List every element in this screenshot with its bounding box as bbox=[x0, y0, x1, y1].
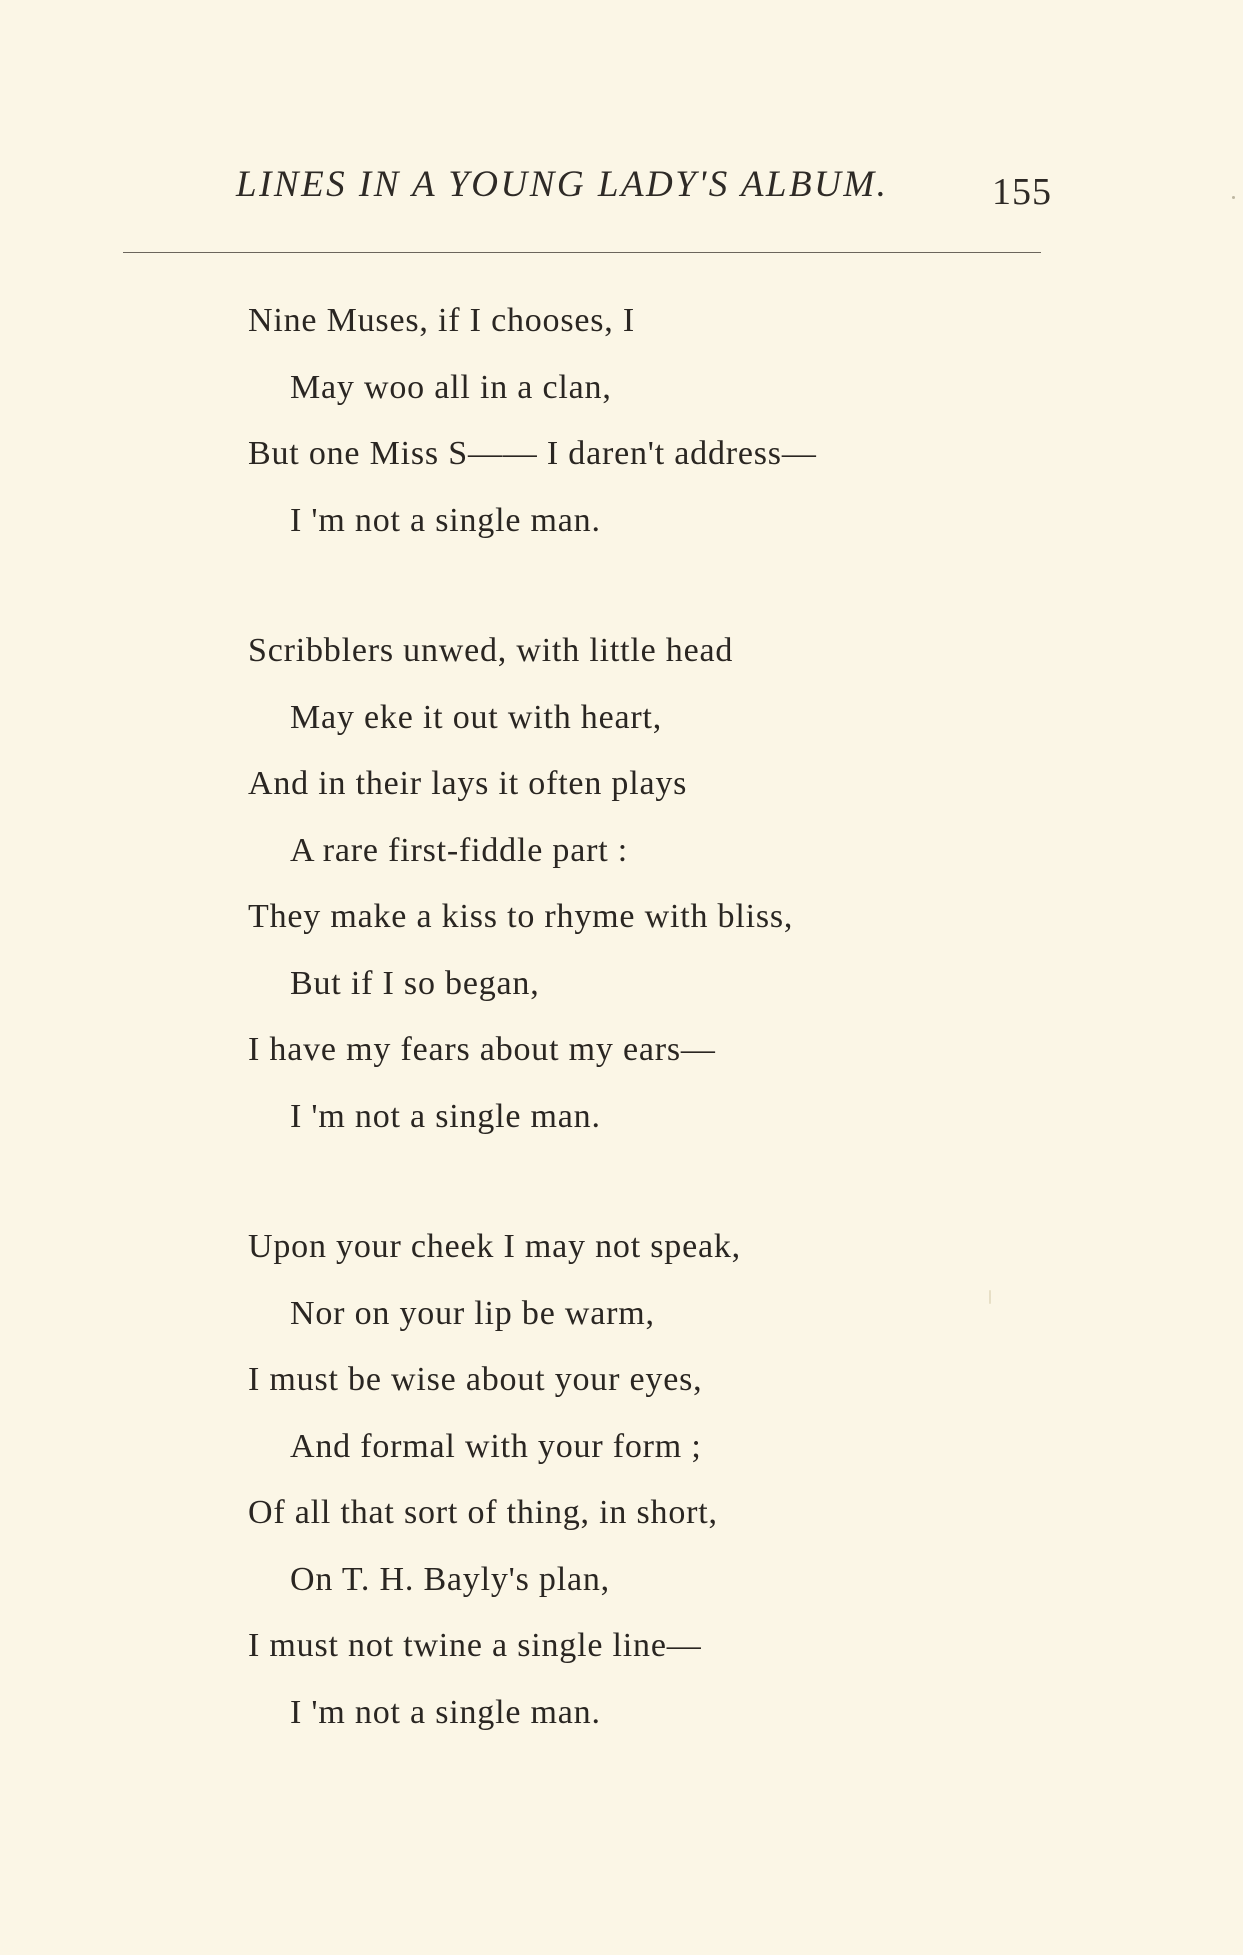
poem-line: I 'm not a single man. bbox=[290, 501, 601, 539]
page-number: 155 bbox=[992, 171, 1052, 213]
poem-line: May eke it out with heart, bbox=[290, 698, 663, 736]
poem-line: On T. H. Bayly's plan, bbox=[290, 1560, 610, 1598]
poem-line: Nine Muses, if I chooses, I bbox=[248, 302, 636, 339]
poem-line: And in their lays it often plays bbox=[248, 765, 688, 802]
poem-line: I must be wise about your eyes, bbox=[248, 1361, 703, 1398]
poem-line: I 'm not a single man. bbox=[290, 1097, 601, 1135]
poem-line: Scribblers unwed, with little head bbox=[248, 632, 734, 669]
paper-speck bbox=[989, 1290, 991, 1304]
poem-line: Nor on your lip be warm, bbox=[290, 1294, 655, 1332]
poem-line: Of all that sort of thing, in short, bbox=[248, 1494, 718, 1531]
poem bbox=[248, 296, 1148, 1754]
stanza-break bbox=[248, 1158, 1148, 1222]
poem-line: They make a kiss to rhyme with bliss, bbox=[248, 898, 794, 935]
poem-line: I must not twine a single line— bbox=[248, 1627, 702, 1664]
stanza-break bbox=[248, 562, 1148, 626]
header-rule bbox=[123, 252, 1041, 253]
paper-speck bbox=[1232, 196, 1235, 199]
poem-line: But one Miss S—— I daren't address— bbox=[248, 435, 817, 472]
stanza-2 bbox=[248, 626, 1148, 1158]
stanza-1 bbox=[248, 296, 1148, 562]
poem-line: May woo all in a clan, bbox=[290, 368, 612, 406]
poem-line: And formal with your form ; bbox=[290, 1427, 702, 1465]
stanza-3 bbox=[248, 1222, 1148, 1754]
running-title: LINES IN A YOUNG LADY'S ALBUM. bbox=[236, 164, 889, 205]
poem-line: I have my fears about my ears— bbox=[248, 1031, 716, 1068]
poem-line: But if I so began, bbox=[290, 964, 540, 1002]
poem-line: I 'm not a single man. bbox=[290, 1693, 601, 1731]
poem-line: Upon your cheek I may not speak, bbox=[248, 1228, 741, 1265]
poem-line: A rare first-fiddle part : bbox=[290, 831, 629, 869]
